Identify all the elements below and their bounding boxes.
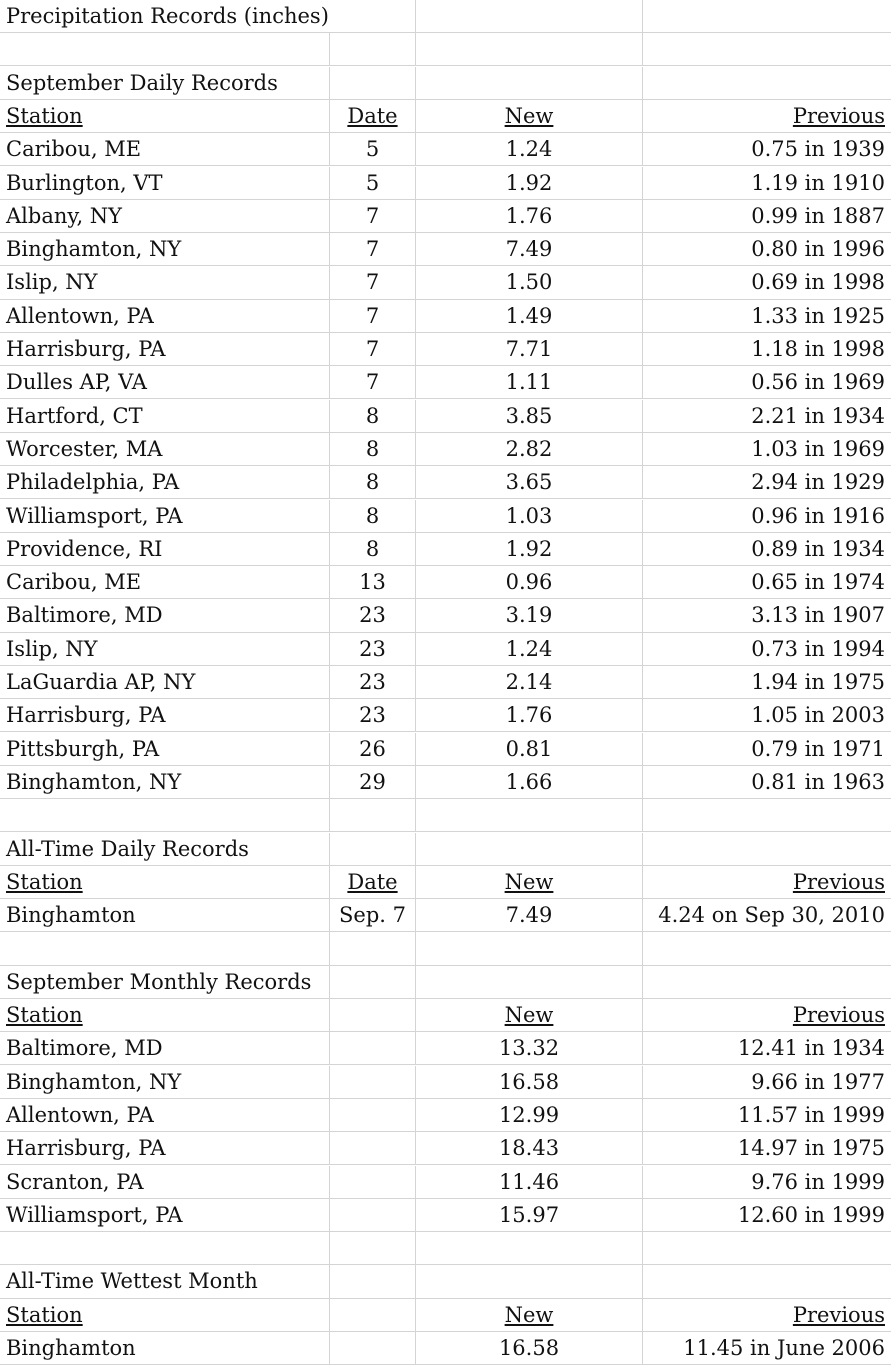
empty-cell[interactable] [329, 1299, 415, 1331]
table-row [0, 233, 891, 266]
new-value-cell[interactable]: 0.96 [415, 566, 642, 598]
new-value-cell[interactable]: 0.81 [415, 733, 642, 765]
new-value-cell[interactable]: 1.76 [415, 699, 642, 731]
header-new[interactable]: New [415, 1299, 642, 1331]
header-station[interactable]: Station [6, 1302, 83, 1327]
header-station[interactable]: Station [6, 869, 83, 894]
empty-cell[interactable] [0, 799, 329, 831]
empty-cell[interactable] [642, 1265, 891, 1297]
sheet-title-row [0, 0, 891, 33]
station-cell[interactable]: Islip, NY [6, 636, 98, 661]
station-cell[interactable]: Burlington, VT [6, 170, 163, 195]
sheet-title[interactable]: Precipitation Records (inches) [6, 4, 329, 28]
empty-cell[interactable] [642, 33, 891, 65]
date-cell[interactable]: 5 [329, 133, 415, 165]
previous-record-cell[interactable]: 1.05 in 2003 [642, 699, 891, 731]
date-cell[interactable]: 8 [329, 466, 415, 498]
empty-cell[interactable] [0, 33, 329, 65]
header-station[interactable]: Station [6, 103, 83, 128]
table-row [0, 733, 891, 766]
table-row [0, 533, 891, 566]
header-date[interactable]: Date [329, 100, 415, 132]
table-row [0, 167, 891, 200]
previous-record-cell[interactable]: 1.03 in 1969 [642, 433, 891, 465]
station-cell[interactable]: Harrisburg, PA [6, 703, 166, 728]
empty-cell[interactable] [329, 1032, 415, 1064]
table-row [0, 1199, 891, 1232]
header-previous[interactable]: Previous [642, 866, 891, 898]
previous-record-cell[interactable]: 1.18 in 1998 [642, 333, 891, 365]
previous-record-cell[interactable]: 12.41 in 1934 [642, 1032, 891, 1064]
previous-record-cell[interactable]: 1.94 in 1975 [642, 666, 891, 698]
station-cell[interactable]: Williamsport, PA [6, 503, 183, 528]
date-cell[interactable]: 29 [329, 766, 415, 798]
station-cell[interactable]: Allentown, PA [6, 303, 154, 328]
blank-row [0, 33, 891, 66]
date-cell[interactable]: 8 [329, 400, 415, 432]
previous-record-cell[interactable]: 0.80 in 1996 [642, 233, 891, 265]
new-value-cell[interactable]: 7.71 [415, 333, 642, 365]
previous-record-cell[interactable]: 0.73 in 1994 [642, 633, 891, 665]
new-value-cell[interactable]: 1.11 [415, 366, 642, 398]
new-value-cell[interactable]: 7.49 [415, 899, 642, 931]
new-value-cell[interactable]: 3.65 [415, 466, 642, 498]
column-header-row [0, 1299, 891, 1332]
date-cell[interactable]: 13 [329, 566, 415, 598]
date-cell[interactable]: Sep. 7 [329, 899, 415, 931]
station-cell[interactable]: Albany, NY [6, 203, 123, 228]
table-row [0, 433, 891, 466]
previous-record-cell[interactable]: 1.19 in 1910 [642, 167, 891, 199]
empty-cell[interactable] [642, 966, 891, 998]
station-cell[interactable]: Islip, NY [6, 270, 98, 295]
empty-cell[interactable] [329, 932, 415, 964]
date-cell[interactable]: 7 [329, 366, 415, 398]
new-value-cell[interactable]: 18.43 [415, 1132, 642, 1164]
station-cell[interactable]: Binghamton [6, 1336, 136, 1360]
previous-record-cell[interactable]: 4.24 on Sep 30, 2010 [642, 899, 891, 931]
table-row [0, 500, 891, 533]
date-cell[interactable]: 23 [329, 633, 415, 665]
section-title[interactable]: September Monthly Records [6, 969, 312, 994]
new-value-cell[interactable]: 2.82 [415, 433, 642, 465]
table-row [0, 1099, 891, 1132]
empty-cell[interactable] [329, 1199, 415, 1231]
table-row [0, 566, 891, 599]
empty-cell[interactable] [642, 67, 891, 99]
date-cell[interactable]: 7 [329, 233, 415, 265]
table-row [0, 766, 891, 799]
empty-cell[interactable] [415, 33, 642, 65]
header-previous[interactable]: Previous [642, 999, 891, 1031]
table-row [0, 300, 891, 333]
date-cell[interactable]: 8 [329, 433, 415, 465]
date-cell[interactable]: 23 [329, 699, 415, 731]
station-cell[interactable]: Dulles AP, VA [6, 370, 147, 395]
section-title-row [0, 833, 891, 866]
date-cell[interactable]: 23 [329, 666, 415, 698]
section-title[interactable]: All-Time Daily Records [6, 836, 249, 861]
header-new[interactable]: New [415, 100, 642, 132]
previous-record-cell[interactable]: 1.33 in 1925 [642, 300, 891, 332]
column-header-row [0, 100, 891, 133]
station-cell[interactable]: Caribou, ME [6, 570, 142, 595]
table-row [0, 200, 891, 233]
empty-cell[interactable] [329, 1132, 415, 1164]
empty-cell[interactable] [329, 1232, 415, 1264]
previous-record-cell[interactable]: 0.79 in 1971 [642, 733, 891, 765]
previous-record-cell[interactable]: 0.69 in 1998 [642, 266, 891, 298]
table-row [0, 1166, 891, 1199]
empty-cell[interactable] [642, 833, 891, 865]
section-title[interactable]: September Daily Records [6, 70, 278, 95]
empty-cell[interactable] [329, 1099, 415, 1131]
new-value-cell[interactable]: 15.97 [415, 1199, 642, 1231]
header-previous[interactable]: Previous [642, 1299, 891, 1331]
empty-cell[interactable] [415, 1232, 642, 1264]
table-row [0, 133, 891, 166]
station-cell[interactable]: Providence, RI [6, 536, 163, 561]
station-cell[interactable]: LaGuardia AP, NY [6, 670, 196, 694]
empty-cell[interactable] [329, 33, 415, 65]
table-row [0, 466, 891, 499]
station-cell[interactable]: Harrisburg, PA [6, 337, 166, 361]
new-value-cell[interactable]: 3.19 [415, 599, 642, 631]
new-value-cell[interactable]: 1.92 [415, 167, 642, 199]
new-value-cell[interactable]: 1.24 [415, 633, 642, 665]
empty-cell[interactable] [329, 999, 415, 1031]
empty-cell[interactable] [329, 799, 415, 831]
date-cell[interactable]: 5 [329, 167, 415, 199]
previous-record-cell[interactable]: 9.76 in 1999 [642, 1166, 891, 1198]
new-value-cell[interactable]: 2.14 [415, 666, 642, 698]
station-cell[interactable]: Binghamton [6, 903, 136, 928]
station-cell[interactable]: Allentown, PA [6, 1102, 154, 1127]
new-value-cell[interactable]: 16.58 [415, 1066, 642, 1098]
table-row [0, 633, 891, 666]
empty-cell[interactable] [329, 1166, 415, 1198]
previous-record-cell[interactable]: 2.94 in 1929 [642, 466, 891, 498]
table-row [0, 400, 891, 433]
empty-cell[interactable] [329, 833, 415, 865]
column-header-row [0, 999, 891, 1032]
empty-cell[interactable] [415, 966, 642, 998]
empty-cell[interactable] [329, 966, 415, 998]
date-cell[interactable]: 8 [329, 500, 415, 532]
section-title-row [0, 1265, 891, 1298]
station-cell[interactable]: Baltimore, MD [6, 1036, 163, 1061]
date-cell[interactable]: 7 [329, 333, 415, 365]
station-cell[interactable]: Harrisburg, PA [6, 1136, 166, 1161]
empty-cell[interactable] [329, 1332, 415, 1364]
previous-record-cell[interactable]: 3.13 in 1907 [642, 599, 891, 631]
table-row [0, 333, 891, 366]
station-cell[interactable]: Williamsport, PA [6, 1202, 183, 1227]
station-cell[interactable]: Binghamton, NY [6, 237, 182, 262]
date-cell[interactable]: 7 [329, 266, 415, 298]
table-row [0, 599, 891, 632]
empty-cell[interactable] [0, 1232, 329, 1264]
previous-record-cell[interactable]: 0.96 in 1916 [642, 500, 891, 532]
column-header-row [0, 866, 891, 899]
station-cell[interactable]: Caribou, ME [6, 137, 142, 162]
empty-cell[interactable] [642, 1232, 891, 1264]
new-value-cell[interactable]: 1.76 [415, 200, 642, 232]
empty-cell[interactable] [642, 0, 891, 32]
previous-record-cell[interactable]: 0.75 in 1939 [642, 133, 891, 165]
station-cell[interactable]: Worcester, MA [6, 436, 163, 461]
new-value-cell[interactable]: 7.49 [415, 233, 642, 265]
header-new[interactable]: New [415, 866, 642, 898]
date-cell[interactable]: 23 [329, 599, 415, 631]
table-row [0, 266, 891, 299]
date-cell[interactable]: 8 [329, 533, 415, 565]
empty-cell[interactable] [415, 932, 642, 964]
previous-record-cell[interactable]: 14.97 in 1975 [642, 1132, 891, 1164]
previous-record-cell[interactable]: 9.66 in 1977 [642, 1066, 891, 1098]
empty-cell[interactable] [415, 0, 642, 32]
header-previous[interactable]: Previous [642, 100, 891, 132]
empty-cell[interactable] [642, 932, 891, 964]
station-cell[interactable]: Scranton, PA [6, 1169, 144, 1194]
empty-cell[interactable] [329, 1066, 415, 1098]
table-row [0, 1066, 891, 1099]
section-title-row [0, 966, 891, 999]
station-cell[interactable]: Philadelphia, PA [6, 470, 180, 495]
new-value-cell[interactable]: 12.99 [415, 1099, 642, 1131]
empty-cell[interactable] [329, 1265, 415, 1297]
date-cell[interactable]: 7 [329, 300, 415, 332]
previous-record-cell[interactable]: 0.65 in 1974 [642, 566, 891, 598]
new-value-cell[interactable]: 1.49 [415, 300, 642, 332]
station-cell[interactable]: Baltimore, MD [6, 603, 163, 628]
table-row [0, 1132, 891, 1165]
new-value-cell[interactable]: 1.92 [415, 533, 642, 565]
previous-record-cell[interactable]: 0.99 in 1887 [642, 200, 891, 232]
blank-row [0, 1232, 891, 1265]
empty-cell[interactable] [415, 799, 642, 831]
table-row [0, 1332, 891, 1365]
new-value-cell[interactable]: 1.03 [415, 500, 642, 532]
new-value-cell[interactable]: 1.24 [415, 133, 642, 165]
station-cell[interactable]: Binghamton, NY [6, 769, 182, 794]
station-cell[interactable]: Pittsburgh, PA [6, 736, 160, 761]
previous-record-cell[interactable]: 11.57 in 1999 [642, 1099, 891, 1131]
station-cell[interactable]: Hartford, CT [6, 403, 143, 428]
empty-cell[interactable] [415, 67, 642, 99]
table-row [0, 899, 891, 932]
new-value-cell[interactable]: 1.66 [415, 766, 642, 798]
empty-cell[interactable] [0, 932, 329, 964]
previous-record-cell[interactable]: 11.45 in June 2006 [642, 1332, 891, 1364]
new-value-cell[interactable]: 3.85 [415, 400, 642, 432]
header-date[interactable]: Date [329, 866, 415, 898]
empty-cell[interactable] [642, 799, 891, 831]
empty-cell[interactable] [415, 1265, 642, 1297]
table-row [0, 1032, 891, 1065]
new-value-cell[interactable]: 1.50 [415, 266, 642, 298]
header-new[interactable]: New [415, 999, 642, 1031]
date-cell[interactable]: 26 [329, 733, 415, 765]
previous-record-cell[interactable]: 0.56 in 1969 [642, 366, 891, 398]
table-row [0, 666, 891, 699]
empty-cell[interactable] [329, 67, 415, 99]
new-value-cell[interactable]: 11.46 [415, 1166, 642, 1198]
blank-row [0, 799, 891, 832]
table-row [0, 366, 891, 399]
date-cell[interactable]: 7 [329, 200, 415, 232]
previous-record-cell[interactable]: 2.21 in 1934 [642, 400, 891, 432]
table-row [0, 699, 891, 732]
previous-record-cell[interactable]: 12.60 in 1999 [642, 1199, 891, 1231]
new-value-cell[interactable]: 16.58 [415, 1332, 642, 1364]
section-title[interactable]: All-Time Wettest Month [6, 1269, 258, 1294]
section-title-row [0, 67, 891, 100]
station-cell[interactable]: Binghamton, NY [6, 1069, 182, 1094]
empty-cell[interactable] [415, 833, 642, 865]
previous-record-cell[interactable]: 0.89 in 1934 [642, 533, 891, 565]
header-station[interactable]: Station [6, 1003, 83, 1027]
previous-record-cell[interactable]: 0.81 in 1963 [642, 766, 891, 798]
blank-row [0, 932, 891, 965]
new-value-cell[interactable]: 13.32 [415, 1032, 642, 1064]
